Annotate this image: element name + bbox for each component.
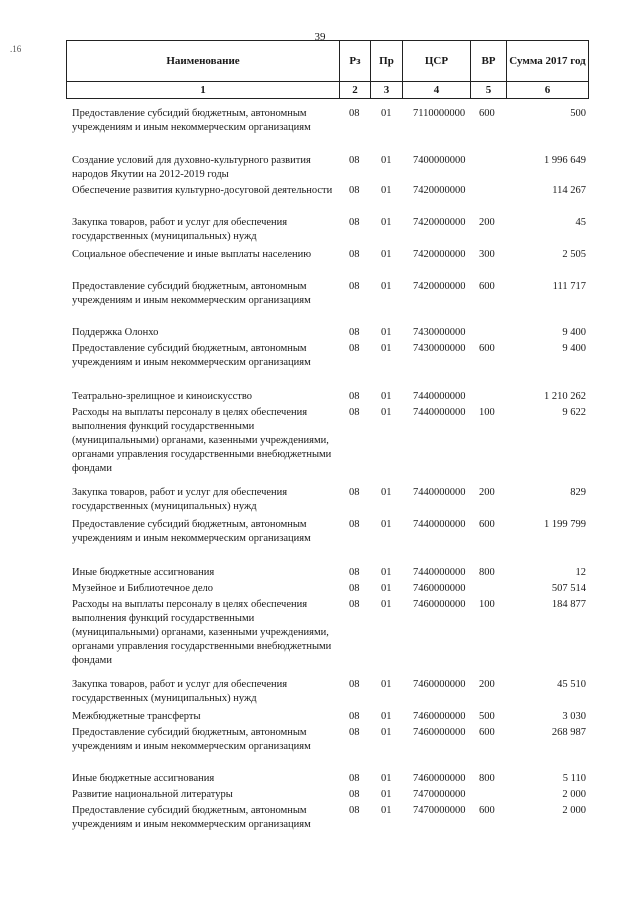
header-csr: ЦСР <box>403 41 471 82</box>
cell-name: Создание условий для духовно-культурного развития народов Якутии на 2012-2019 годы <box>72 155 311 180</box>
cell-sum: 507 514 <box>551 583 586 594</box>
table-row <box>0 804 640 832</box>
cell-csr: 7420000000 <box>413 185 466 196</box>
cell-sum: 12 <box>575 567 586 578</box>
cell-name: Закупка товаров, работ и услуг для обеспечения государственных (муниципальных) нужд <box>72 487 288 512</box>
cell-sum: 114 267 <box>552 185 586 196</box>
table-row <box>0 486 640 514</box>
cell-sum: 111 717 <box>552 281 586 292</box>
cell-sum: 45 <box>575 217 586 228</box>
cell-pr: 01 <box>381 711 392 722</box>
table-row <box>0 772 640 786</box>
cell-rz: 08 <box>349 519 360 530</box>
cell-name: Предоставление субсидий бюджетным, автономным учреждениям и иным некоммерческим организациям <box>72 805 311 830</box>
cell-pr: 01 <box>381 805 392 816</box>
cell-rz: 08 <box>349 155 360 166</box>
table-row <box>0 598 640 668</box>
cell-name: Иные бюджетные ассигнования <box>72 773 215 784</box>
cell-sum: 9 622 <box>562 407 586 418</box>
cell-vr: 600 <box>479 805 495 816</box>
table-row <box>0 248 640 264</box>
cell-csr: 7460000000 <box>413 711 466 722</box>
cell-rz: 08 <box>349 391 360 402</box>
cell-name: Поддержка Олонхо <box>72 327 159 338</box>
cell-sum: 268 987 <box>551 727 586 738</box>
cell-name: Закупка товаров, работ и услуг для обеспечения государственных (муниципальных) нужд <box>72 217 288 242</box>
table-row <box>0 390 640 404</box>
cell-pr: 01 <box>381 217 392 228</box>
cell-pr: 01 <box>381 281 392 292</box>
cell-pr: 01 <box>381 519 392 530</box>
table-row <box>0 406 640 476</box>
cell-vr: 600 <box>479 108 495 119</box>
cell-vr: 800 <box>479 773 495 784</box>
cell-sum: 500 <box>570 108 586 119</box>
cell-sum: 2 505 <box>562 249 586 260</box>
cell-csr: 7430000000 <box>413 327 466 338</box>
cell-rz: 08 <box>349 487 360 498</box>
cell-rz: 08 <box>349 343 360 354</box>
cell-vr: 100 <box>479 599 495 610</box>
table-row <box>0 566 640 580</box>
cell-vr: 500 <box>479 711 495 722</box>
cell-vr: 200 <box>479 679 495 690</box>
cell-name: Театрально-зрелищное и киноискусство <box>72 391 252 402</box>
cell-pr: 01 <box>381 583 392 594</box>
cell-name: Музейное и Библиотечное дело <box>72 583 214 594</box>
cell-pr: 01 <box>381 727 392 738</box>
cell-csr: 7440000000 <box>413 407 466 418</box>
cell-name: Расходы на выплаты персоналу в целях обеспечения выполнения функций государственными (муниципальными) органами, казенными учреждениями, органами управления государственными внебюджетными фондами <box>72 407 332 474</box>
table-row <box>0 184 640 212</box>
cell-name: Предоставление субсидий бюджетным, автономным учреждениям и иным некоммерческим организациям <box>72 108 311 133</box>
cell-rz: 08 <box>349 327 360 338</box>
header-pr: Пр <box>371 41 403 82</box>
cell-sum: 45 510 <box>557 679 586 690</box>
cell-rz: 08 <box>349 249 360 260</box>
margin-mark: .16 <box>10 44 22 54</box>
cell-vr: 600 <box>479 727 495 738</box>
cell-sum: 829 <box>570 487 586 498</box>
cell-csr: 7460000000 <box>413 599 466 610</box>
cell-name: Обеспечение развития культурно-досуговой деятельности <box>72 185 333 196</box>
cell-pr: 01 <box>381 407 392 418</box>
cell-csr: 7420000000 <box>413 281 466 292</box>
cell-rz: 08 <box>349 583 360 594</box>
table-row <box>0 518 640 546</box>
cell-rz: 08 <box>349 599 360 610</box>
cell-pr: 01 <box>381 567 392 578</box>
cell-vr: 600 <box>479 281 495 292</box>
cell-pr: 01 <box>381 679 392 690</box>
cell-rz: 08 <box>349 108 360 119</box>
cell-rz: 08 <box>349 217 360 228</box>
cell-vr: 100 <box>479 407 495 418</box>
cell-name: Иные бюджетные ассигнования <box>72 567 215 578</box>
cell-csr: 7460000000 <box>413 679 466 690</box>
table-row <box>0 710 640 724</box>
cell-vr: 300 <box>479 249 495 260</box>
cell-name: Предоставление субсидий бюджетным, автономным учреждениям и иным некоммерческим организациям <box>72 343 311 368</box>
col-number-2: 2 <box>340 82 371 99</box>
table-row <box>0 788 640 802</box>
cell-name: Расходы на выплаты персоналу в целях обеспечения выполнения функций государственными (муниципальными) органами, казенными учреждениями, органами управления государственными внебюджетными фондами <box>72 599 332 666</box>
cell-csr: 7470000000 <box>413 789 466 800</box>
table-row <box>0 726 640 754</box>
cell-rz: 08 <box>349 773 360 784</box>
cell-sum: 3 030 <box>562 711 586 722</box>
cell-sum: 1 996 649 <box>544 155 586 166</box>
cell-csr: 7420000000 <box>413 249 466 260</box>
cell-pr: 01 <box>381 391 392 402</box>
cell-pr: 01 <box>381 789 392 800</box>
cell-sum: 184 877 <box>551 599 586 610</box>
cell-sum: 5 110 <box>562 773 586 784</box>
col-number-1: 1 <box>67 82 340 99</box>
cell-sum: 9 400 <box>562 327 586 338</box>
header-name: Наименование <box>67 41 340 82</box>
cell-rz: 08 <box>349 711 360 722</box>
table-row <box>0 216 640 244</box>
cell-name: Предоставление субсидий бюджетным, автономным учреждениям и иным некоммерческим организациям <box>72 727 311 752</box>
col-number-6: 6 <box>507 82 589 99</box>
cell-rz: 08 <box>349 805 360 816</box>
cell-csr: 7420000000 <box>413 217 466 228</box>
cell-sum: 9 400 <box>562 343 586 354</box>
cell-name: Предоставление субсидий бюджетным, автономным учреждениям и иным некоммерческим организациям <box>72 281 311 306</box>
cell-name: Предоставление субсидий бюджетным, автономным учреждениям и иным некоммерческим организациям <box>72 519 311 544</box>
cell-csr: 7430000000 <box>413 343 466 354</box>
cell-name: Развитие национальной литературы <box>72 789 233 800</box>
table-row <box>0 326 640 340</box>
cell-vr: 600 <box>479 343 495 354</box>
cell-pr: 01 <box>381 773 392 784</box>
cell-csr: 7440000000 <box>413 519 466 530</box>
cell-pr: 01 <box>381 343 392 354</box>
col-number-5: 5 <box>471 82 507 99</box>
cell-sum: 2 000 <box>562 789 586 800</box>
cell-name: Социальное обеспечение и иные выплаты населению <box>72 249 312 260</box>
cell-rz: 08 <box>349 407 360 418</box>
cell-pr: 01 <box>381 599 392 610</box>
cell-vr: 600 <box>479 519 495 530</box>
header-vr: ВР <box>471 41 507 82</box>
cell-rz: 08 <box>349 185 360 196</box>
table-row <box>0 342 640 370</box>
cell-pr: 01 <box>381 185 392 196</box>
cell-pr: 01 <box>381 155 392 166</box>
cell-pr: 01 <box>381 249 392 260</box>
cell-pr: 01 <box>381 327 392 338</box>
header-rz: Рз <box>340 41 371 82</box>
cell-csr: 7440000000 <box>413 487 466 498</box>
cell-csr: 7110000000 <box>413 108 466 119</box>
cell-name: Закупка товаров, работ и услуг для обеспечения государственных (муниципальных) нужд <box>72 679 288 704</box>
page-number: 39 <box>314 31 326 43</box>
cell-rz: 08 <box>349 679 360 690</box>
cell-sum: 1 210 262 <box>544 391 586 402</box>
cell-rz: 08 <box>349 281 360 292</box>
cell-vr: 200 <box>479 487 495 498</box>
table-row <box>0 280 640 308</box>
header-sum: Сумма 2017 год <box>507 41 589 82</box>
cell-pr: 01 <box>381 487 392 498</box>
col-number-3: 3 <box>371 82 403 99</box>
cell-name: Межбюджетные трансферты <box>72 711 201 722</box>
table-row <box>0 582 640 596</box>
cell-csr: 7460000000 <box>413 583 466 594</box>
table-row <box>0 154 640 182</box>
cell-sum: 1 199 799 <box>544 519 586 530</box>
cell-rz: 08 <box>349 727 360 738</box>
cell-csr: 7460000000 <box>413 773 466 784</box>
cell-csr: 7470000000 <box>413 805 466 816</box>
table-row <box>0 107 640 135</box>
cell-sum: 2 000 <box>562 805 586 816</box>
cell-csr: 7460000000 <box>413 727 466 738</box>
cell-vr: 800 <box>479 567 495 578</box>
table-row <box>0 678 640 706</box>
cell-rz: 08 <box>349 567 360 578</box>
cell-csr: 7440000000 <box>413 567 466 578</box>
cell-rz: 08 <box>349 789 360 800</box>
cell-pr: 01 <box>381 108 392 119</box>
cell-csr: 7400000000 <box>413 155 466 166</box>
cell-vr: 200 <box>479 217 495 228</box>
cell-csr: 7440000000 <box>413 391 466 402</box>
col-number-4: 4 <box>403 82 471 99</box>
budget-table-header <box>66 40 589 99</box>
